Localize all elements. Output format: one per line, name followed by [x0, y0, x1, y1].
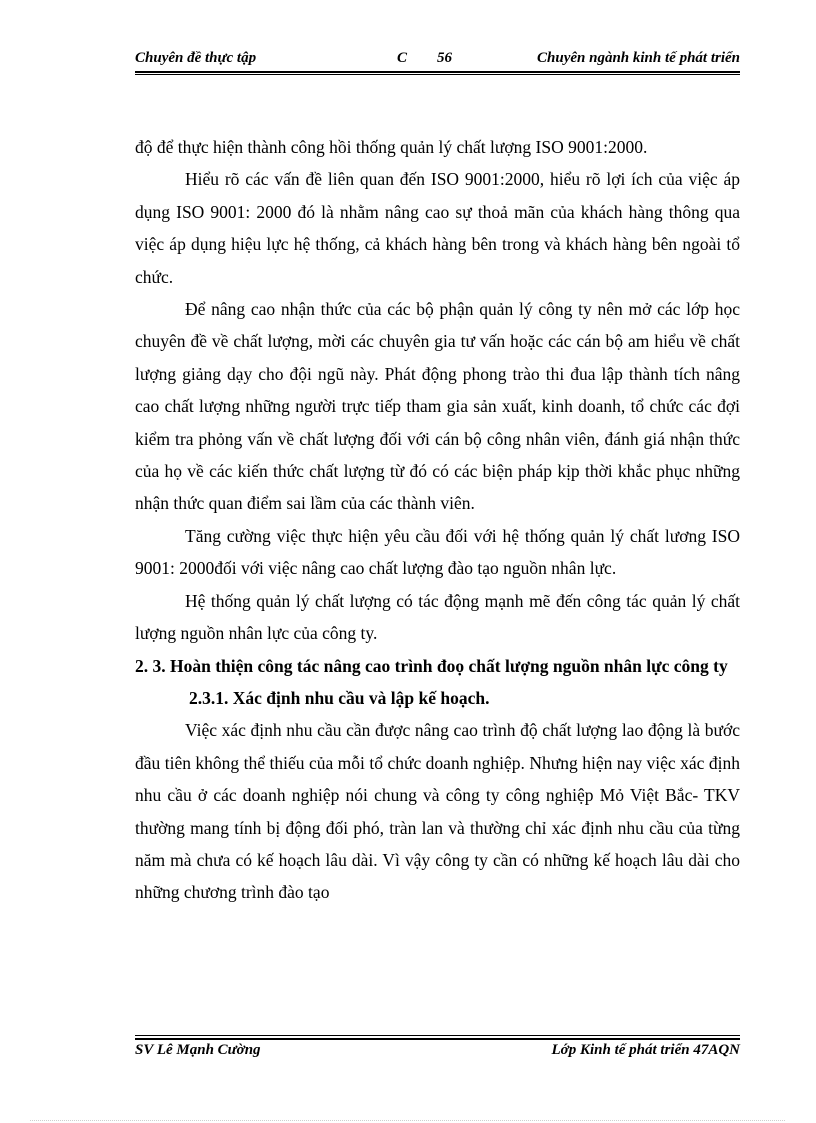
paragraph-continuation: độ để thực hiện thành công hồi thống quản lý chất lượng ISO 9001:2000.	[135, 137, 648, 157]
header-major: Chuyên ngành kinh tế phát triển	[537, 50, 740, 66]
header-mark: C	[397, 50, 408, 66]
paragraph: Việc xác định nhu cầu cần được nâng cao trình độ chất lượng lao động là bước đầu tiên không thể thiếu của mỗi tổ chức doanh nghiệp. Nhưng hiện nay việc xác định nhu cầu ở các doanh nghiệp nói chung và công ty công nghiệp Mỏ Việt Bắc- TKV thường mang tính bị động đối phó, tràn lan và thường chỉ xác định nhu cầu của từng năm mà chưa có kế hoạch lâu dài. Vì vậy công ty cần có những kế hoạch lâu dài cho những chương trình đào tạo	[135, 720, 740, 903]
page-bottom-edge	[30, 1120, 785, 1121]
footer-rule-thick	[135, 1038, 740, 1040]
paragraph: Hệ thống quản lý chất lượng có tác động mạnh mẽ đến công tác quản lý chất lượng nguồn nhân lực của công ty.	[135, 590, 740, 644]
footer-student-name: SV Lê Mạnh Cường	[135, 1042, 261, 1058]
page-header	[135, 47, 740, 71]
header-rule-thick	[135, 71, 740, 73]
header-rule-thin	[135, 74, 740, 75]
page-number: 56	[437, 50, 452, 66]
footer-class-name: Lớp Kinh tế phát triển 47AQN	[551, 1042, 740, 1058]
header-document-type: Chuyên đề thực tập	[135, 50, 257, 66]
paragraph: Để nâng cao nhận thức của các bộ phận quản lý công ty nên mở các lớp học chuyên đề về chất lượng, mời các chuyên gia tư vấn hoặc các cán bộ am hiểu về chất lượng giảng dạy cho đội ngũ này. Phát động phong trào thi đua lập thành tích nâng cao chất lượng những người trực tiếp tham gia sản xuất, kinh doanh, tổ chức các đợi kiểm tra phỏng vấn về chất lượng đối với cán bộ công nhân viên, đánh giá nhận thức của họ về các kiến thức chất lượng từ đó có các biện pháp kịp thời khắc phục những nhận thức quan điểm sai lầm của các thành viên.	[135, 299, 740, 514]
section-heading: 2. 3. Hoàn thiện công tác nâng cao trình đoọ chất lượng nguồn nhân lực công ty	[135, 655, 728, 676]
paragraph: Tăng cường việc thực hiện yêu cầu đối với hệ thống quản lý chất lương ISO 9001: 2000đối với việc nâng cao chất lượng đào tạo nguồn nhân lực.	[135, 525, 740, 579]
paragraph: Hiểu rõ các vấn đề liên quan đến ISO 9001:2000, hiểu rõ lợi ích của việc áp dụng ISO 9001: 2000 đó là nhằm nâng cao sự thoả mãn của khách hàng thông qua việc áp dụng hiệu lực hệ thống, cả khách hàng bên trong và khách hàng bên ngoài tổ chức.	[135, 169, 740, 287]
footer-rule-thin	[135, 1035, 740, 1036]
page-body	[135, 131, 740, 909]
subsection-heading: 2.3.1. Xác định nhu cầu và lập kế hoạch.	[189, 687, 490, 708]
page-footer	[135, 1042, 740, 1064]
